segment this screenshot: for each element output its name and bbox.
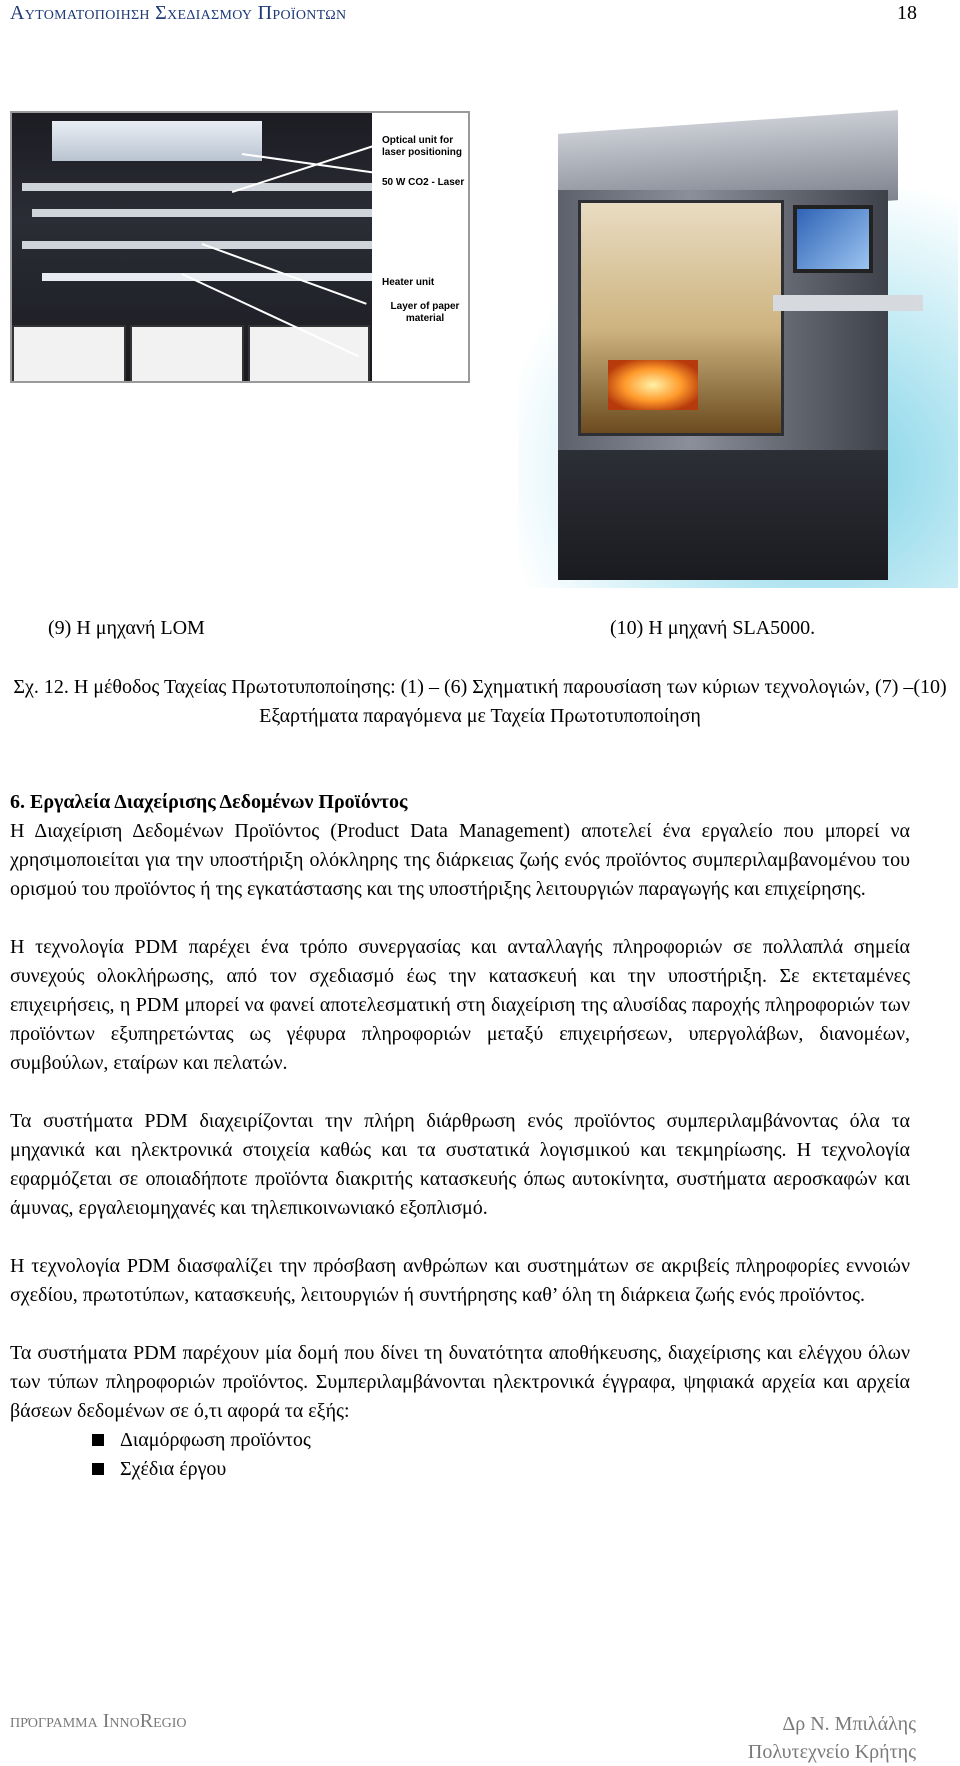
- section-body: [10, 788, 910, 1484]
- photo-paper-roll: [42, 273, 372, 281]
- paragraph: Τα συστήματα PDM διαχειρίζονται την πλήρη διάρθρωση ενός προϊόντος συμπεριλαμβάνοντας όλα τα μηχανικά και ηλεκτρονικά στοιχεία καθώς και τα συστατικά λογισμικού και τεκμηρίωσης. Η τεχνολογία εφαρμόζεται σε οποιαδήποτε προϊόντα διακριτής κατασκευής όπως αυτοκίνητα, συστήματα αεροσκαφών και άμυνας, εργαλειομηχανές και τηλεπικοινωνιακό εξοπλισμό.: [10, 1110, 910, 1219]
- label-optical-unit: Optical unit for laser positioning: [382, 135, 463, 158]
- machine-base: [558, 450, 888, 580]
- photo-rail: [22, 183, 382, 191]
- figure-caption: Σχ. 12. Η μέθοδος Ταχείας Πρωτοτυποποίησης: (1) – (6) Σχηματική παρουσίαση των κύριων τεχνολογιών, (7) –(10) Εξαρτήματα παραγόμενα με Ταχεία Πρωτοτυποποίηση: [13, 676, 947, 727]
- paragraph: Η Διαχείριση Δεδομένων Προϊόντος (Product Data Management) αποτελεί ένα εργαλείο που μπορεί να χρησιμοποιείται για την υποστήριξη ολόκληρης της διάρκειας ζωής ενός προϊόντος συμπεριλαμβανομένου του ορισμού του προϊόντος ή της εγκατάστασης και της υποστήριξης λειτουργιών παραγωγής και επιχείρησης.: [10, 820, 910, 900]
- footer-institution: Πολυτεχνείο Κρήτης: [747, 1741, 916, 1763]
- lom-machine-photo: [10, 111, 470, 383]
- bullet-list: [10, 1426, 910, 1484]
- list-item: [90, 1455, 910, 1484]
- section-heading: 6. Εργαλεία Διαχείρισης Δεδομένων Προϊόντος: [10, 791, 408, 813]
- label-heater-unit: Heater unit: [382, 277, 435, 288]
- photo-ceiling-light: [52, 121, 262, 161]
- label-co2-laser: 50 W CO2 - Laser: [382, 177, 465, 188]
- photo-cabinet-panel: [12, 325, 126, 383]
- photo-rail: [32, 209, 372, 217]
- sla5000-machine-photo: [518, 110, 958, 588]
- machine-monitor: [793, 205, 873, 273]
- square-bullet-icon: [92, 1434, 104, 1446]
- paragraph: Η τεχνολογία PDM παρέχει ένα τρόπο συνεργασίας και ανταλλαγής πληροφοριών σε πολλαπλά σημεία συνεχούς ολοκλήρωσης, από τον σχεδιασμό έως την κατασκευή και την υποστήριξη. Σε εκτεταμένες επιχειρήσεις, η PDM μπορεί να φανεί αποτελεσματική στη διαχείριση της αλυσίδας παροχής πληροφοριών των προϊόντων εξυπηρετώντας ως γέφυρα πληροφοριών μεταξύ επιχειρήσεων, υπεργολάβων, διανομέων, συμβούλων, εταίρων και πελατών.: [10, 936, 910, 1074]
- list-item-text: Διαμόρφωση προϊόντος: [120, 1429, 311, 1451]
- square-bullet-icon: [92, 1463, 104, 1475]
- list-item-text: Σχέδια έργου: [120, 1458, 227, 1480]
- machine-keyboard-shelf: [773, 295, 923, 311]
- header-title: Αυτοματοποιηση Σχεδιασμου Προϊοντων: [10, 2, 347, 24]
- photo-cabinet-panel: [130, 325, 244, 383]
- paragraph: Τα συστήματα PDM παρέχουν μία δομή που δίνει τη δυνατότητα αποθήκευσης, διαχείρισης και ελέγχου όλων των τύπων πληροφοριών προϊόντος. Συμπεριλαμβάνονται ηλεκτρονικά έγγραφα, ψηφιακά αρχεία και αρχεία βάσεων δεδομένων σε ό,τι αφορά τα εξής:: [10, 1342, 910, 1422]
- list-item: [90, 1426, 910, 1455]
- footer-program: πρόγραμμα InnoRegio: [10, 1710, 187, 1732]
- page-number: 18: [897, 2, 917, 24]
- footer-author: Δρ Ν. Μπιλάλης: [782, 1713, 916, 1735]
- photo-rail: [22, 241, 372, 249]
- label-leader-line: [242, 153, 381, 174]
- footer-author-block: [748, 1710, 916, 1766]
- paragraph: Η τεχνολογία PDM διασφαλίζει την πρόσβαση ανθρώπων και συστημάτων σε ακριβείς πληροφορίες εννοιών σχεδίου, πρωτοτύπων, κατασκευής, λειτουργιών ή συντήρησης καθ’ όλη τη διάρκεια ζωής ενός προϊόντος.: [10, 1255, 910, 1306]
- label-paper-layer: Layer of paper material: [390, 301, 460, 324]
- machine-build-part: [608, 360, 698, 410]
- caption-lom: (9) Η μηχανή LOM: [48, 617, 205, 639]
- caption-sla: (10) Η μηχανή SLA5000.: [610, 617, 816, 639]
